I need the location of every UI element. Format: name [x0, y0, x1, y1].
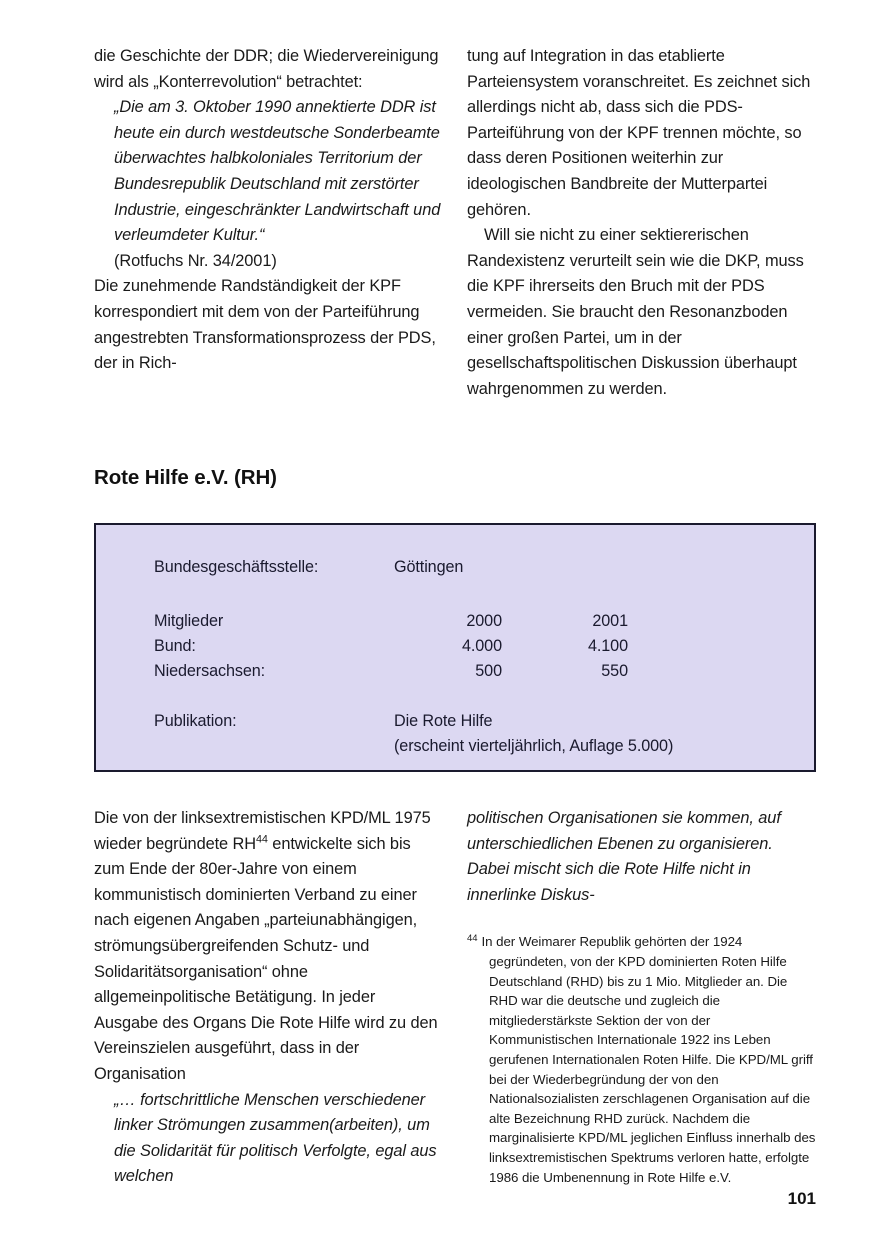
- top-right-column: [467, 44, 816, 402]
- publication-name: Die Rote Hilfe: [394, 712, 493, 730]
- footnote-number: 44: [467, 932, 478, 944]
- paragraph-randstaendigkeit: Die zunehmende Randständigkeit der KPF korrespondiert mit dem von der Parteiführung angestrebten Transformationsprozess der PDS, der in Rich-: [94, 277, 436, 373]
- members-year-2001: 2001: [592, 612, 628, 630]
- office-value: Göttingen: [394, 558, 464, 576]
- bottom-right-column: [467, 806, 816, 1190]
- info-row-office: [154, 555, 463, 580]
- footnote-body: In der Weimarer Republik gehörten der 1924 gegründeten, von der KPD dominierten Roten Hilfe Deutschland (RHD) bis zu 1 Mio. Mitglieder an. Die RHD war die deutsche und zugleich die mitgliederstärkste Sektion der von der Kommunistischen Internationale 1922 ins Leben gerufenen Internationalen Roten Hilfe. Die KPD/ML griff bei der Wiederbegründung der von den Nationalsozialisten zerschlagenen Organisation auf die alte Bezeichnung RHD zurück. Nachdem die marginalisierte KPD/ML jeglichen Einfluss innerhalb des linksextremistischen Spektrums verloren hatte, erfolgte 1986 die Umbenennung in Rote Hilfe e.V.: [481, 934, 816, 1185]
- rh-history-part-2: entwickelte sich bis zum Ende der 80er-Jahre von einem kommunistisch dominierten Verband zu einer nach eigenen Angaben „parteiunabhängigen, strömungsübergreifenden Schutz- und Solidaritätsorganisation“ ohne allgemeinpolitische Betätigung. In jeder Ausgabe des Organs Die Rote Hilfe wird zu den Vereinszielen ausgeführt, dass in der Organisation: [94, 834, 438, 1083]
- top-column-block: [94, 44, 816, 402]
- members-year-2000: 2000: [466, 612, 502, 630]
- top-left-column: [94, 44, 442, 402]
- info-row-niedersachsen: [154, 659, 628, 684]
- publication-value-group: [394, 709, 673, 759]
- paragraph-rh-history: [94, 806, 442, 1088]
- bund-label: Bund:: [154, 637, 196, 655]
- info-row-publication: [154, 709, 673, 759]
- info-row-members-header: [154, 609, 628, 634]
- publication-note: (erscheint vierteljährlich, Auflage 5.000): [394, 737, 674, 755]
- blockquote-vereinsziele: „… fortschrittliche Menschen verschiedener linker Strömungen zusammen(arbeiten), um die Solidarität für politisch Verfolgte, egal aus welchen: [114, 1090, 437, 1186]
- bund-value-2000: 4.000: [461, 637, 502, 655]
- niedersachsen-label: Niedersachsen:: [154, 662, 266, 680]
- footnote-spacer: [467, 908, 816, 932]
- publication-label: Publikation:: [154, 712, 237, 730]
- footnote-44: [467, 932, 816, 1187]
- rh-history-part-1: Die von der linksextremistischen KPD/ML 1975 wieder begründete RH: [94, 809, 431, 853]
- members-label: Mitglieder: [154, 612, 224, 630]
- office-label: Bundesgeschäftsstelle:: [154, 558, 319, 576]
- niedersachsen-value-2001: 550: [601, 662, 628, 680]
- paragraph-continuation: die Geschichte der DDR; die Wiedervereinigung wird als „Konterrevolution“ betrachtet:: [94, 47, 439, 91]
- bund-value-2001: 4.100: [587, 637, 628, 655]
- info-box-content: [96, 525, 814, 770]
- blockquote-source: (Rotfuchs Nr. 34/2001): [114, 251, 277, 270]
- page-title: Rote Hilfe e.V. (RH): [94, 466, 277, 489]
- footnote-reference-44[interactable]: 44: [256, 833, 268, 846]
- info-box: [94, 523, 816, 772]
- niedersachsen-value-2000: 500: [475, 662, 502, 680]
- page-number: 101: [787, 1189, 816, 1208]
- bottom-left-column: [94, 806, 442, 1190]
- paragraph-integration: tung auf Integration in das etablierte Parteiensystem voranschreitet. Es zeichnet sich allerdings nicht ab, dass sich die PDS-Parteiführung von der KPF trennen möchte, so dass deren Positionen weiterhin zur ideologischen Bandbreite der Mutterpartei gehören.: [467, 47, 811, 219]
- blockquote-rotfuchs: „Die am 3. Oktober 1990 annektierte DDR ist heute ein durch westdeutsche Sonderbeamte überwachtes halbkoloniales Territorium der Bundesrepublik Deutschland mit zerstörter Industrie, eingeschränkter Landwirtschaft und verleumdeter Kultur.“: [114, 98, 441, 245]
- paragraph-sektiererisch: Will sie nicht zu einer sektiererischen Randexistenz verurteilt sein wie die DKP, muss die KPF ihrerseits den Bruch mit der PDS vermeiden. Sie braucht den Resonanzboden einer großen Partei, um in der gesellschaftspolitischen Diskussion überhaupt wahrgenommen zu werden.: [467, 226, 804, 398]
- info-row-bund: [154, 634, 628, 659]
- bottom-column-block: [94, 806, 816, 1190]
- blockquote-vereinsziele-continued: politischen Organisationen sie kommen, auf unterschiedlichen Ebenen zu organisieren. Dabei mischt sich die Rote Hilfe nicht in innerlinke Diskus-: [467, 809, 781, 904]
